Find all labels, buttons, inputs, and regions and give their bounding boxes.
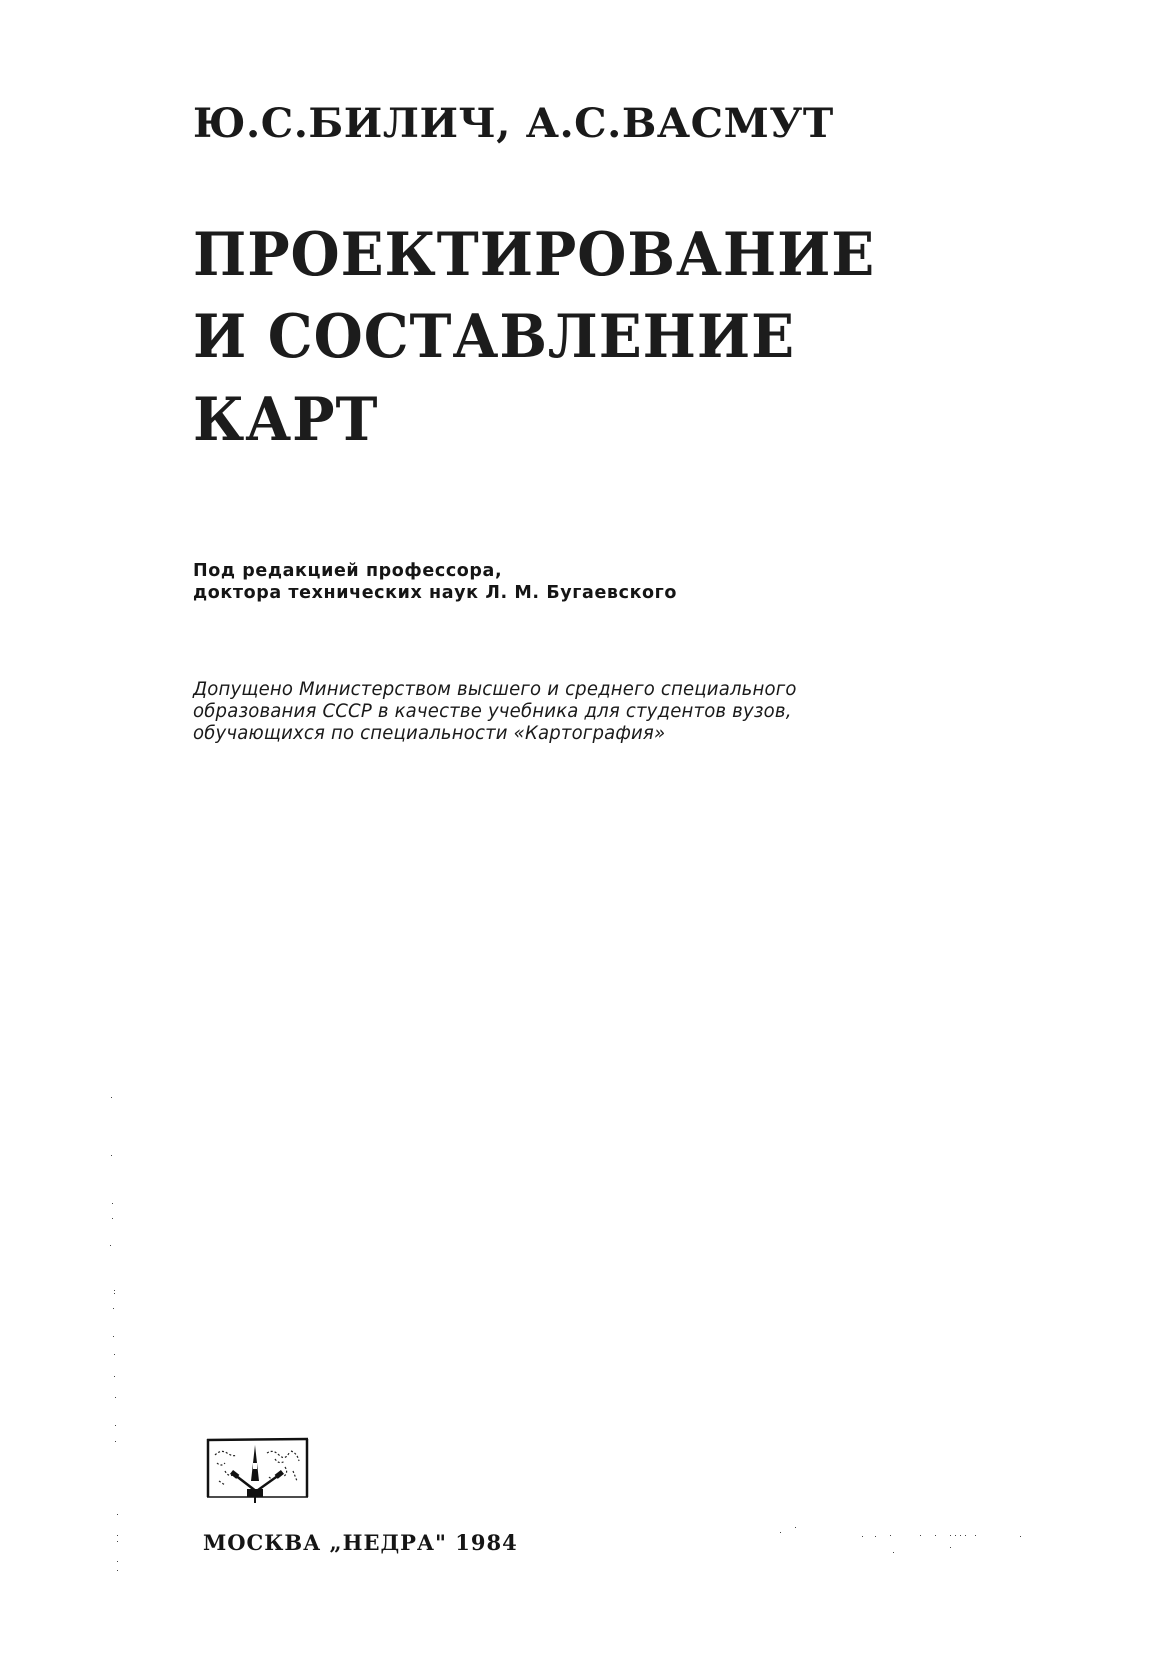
authors: Ю.С.БИЛИЧ, А.С.ВАСМУТ bbox=[193, 100, 834, 147]
ministry-approval-note bbox=[193, 678, 797, 744]
book-title-line-1: ПРОЕКТИРОВАНИЕ bbox=[193, 220, 876, 290]
publisher-imprint: МОСКВА „НЕДРА" 1984 bbox=[203, 1530, 518, 1555]
book-title-line-2: И СОСТАВЛЕНИЕ bbox=[193, 302, 796, 372]
approval-line-2: образования СССР в качестве учебника для студентов вузов, bbox=[193, 700, 792, 722]
approval-line-3: обучающихся по специальности «Картография» bbox=[193, 722, 666, 744]
publisher-emblem-icon bbox=[205, 1437, 310, 1503]
book-title-line-3: КАРТ bbox=[193, 385, 379, 455]
editor-line-2: доктора технических наук Л. М. Бугаевского bbox=[193, 583, 678, 603]
editor-line-1: Под редакцией профессора, bbox=[193, 561, 503, 581]
approval-line-1: Допущено Министерством высшего и среднего специального bbox=[193, 678, 797, 700]
editor-credit bbox=[193, 560, 677, 604]
